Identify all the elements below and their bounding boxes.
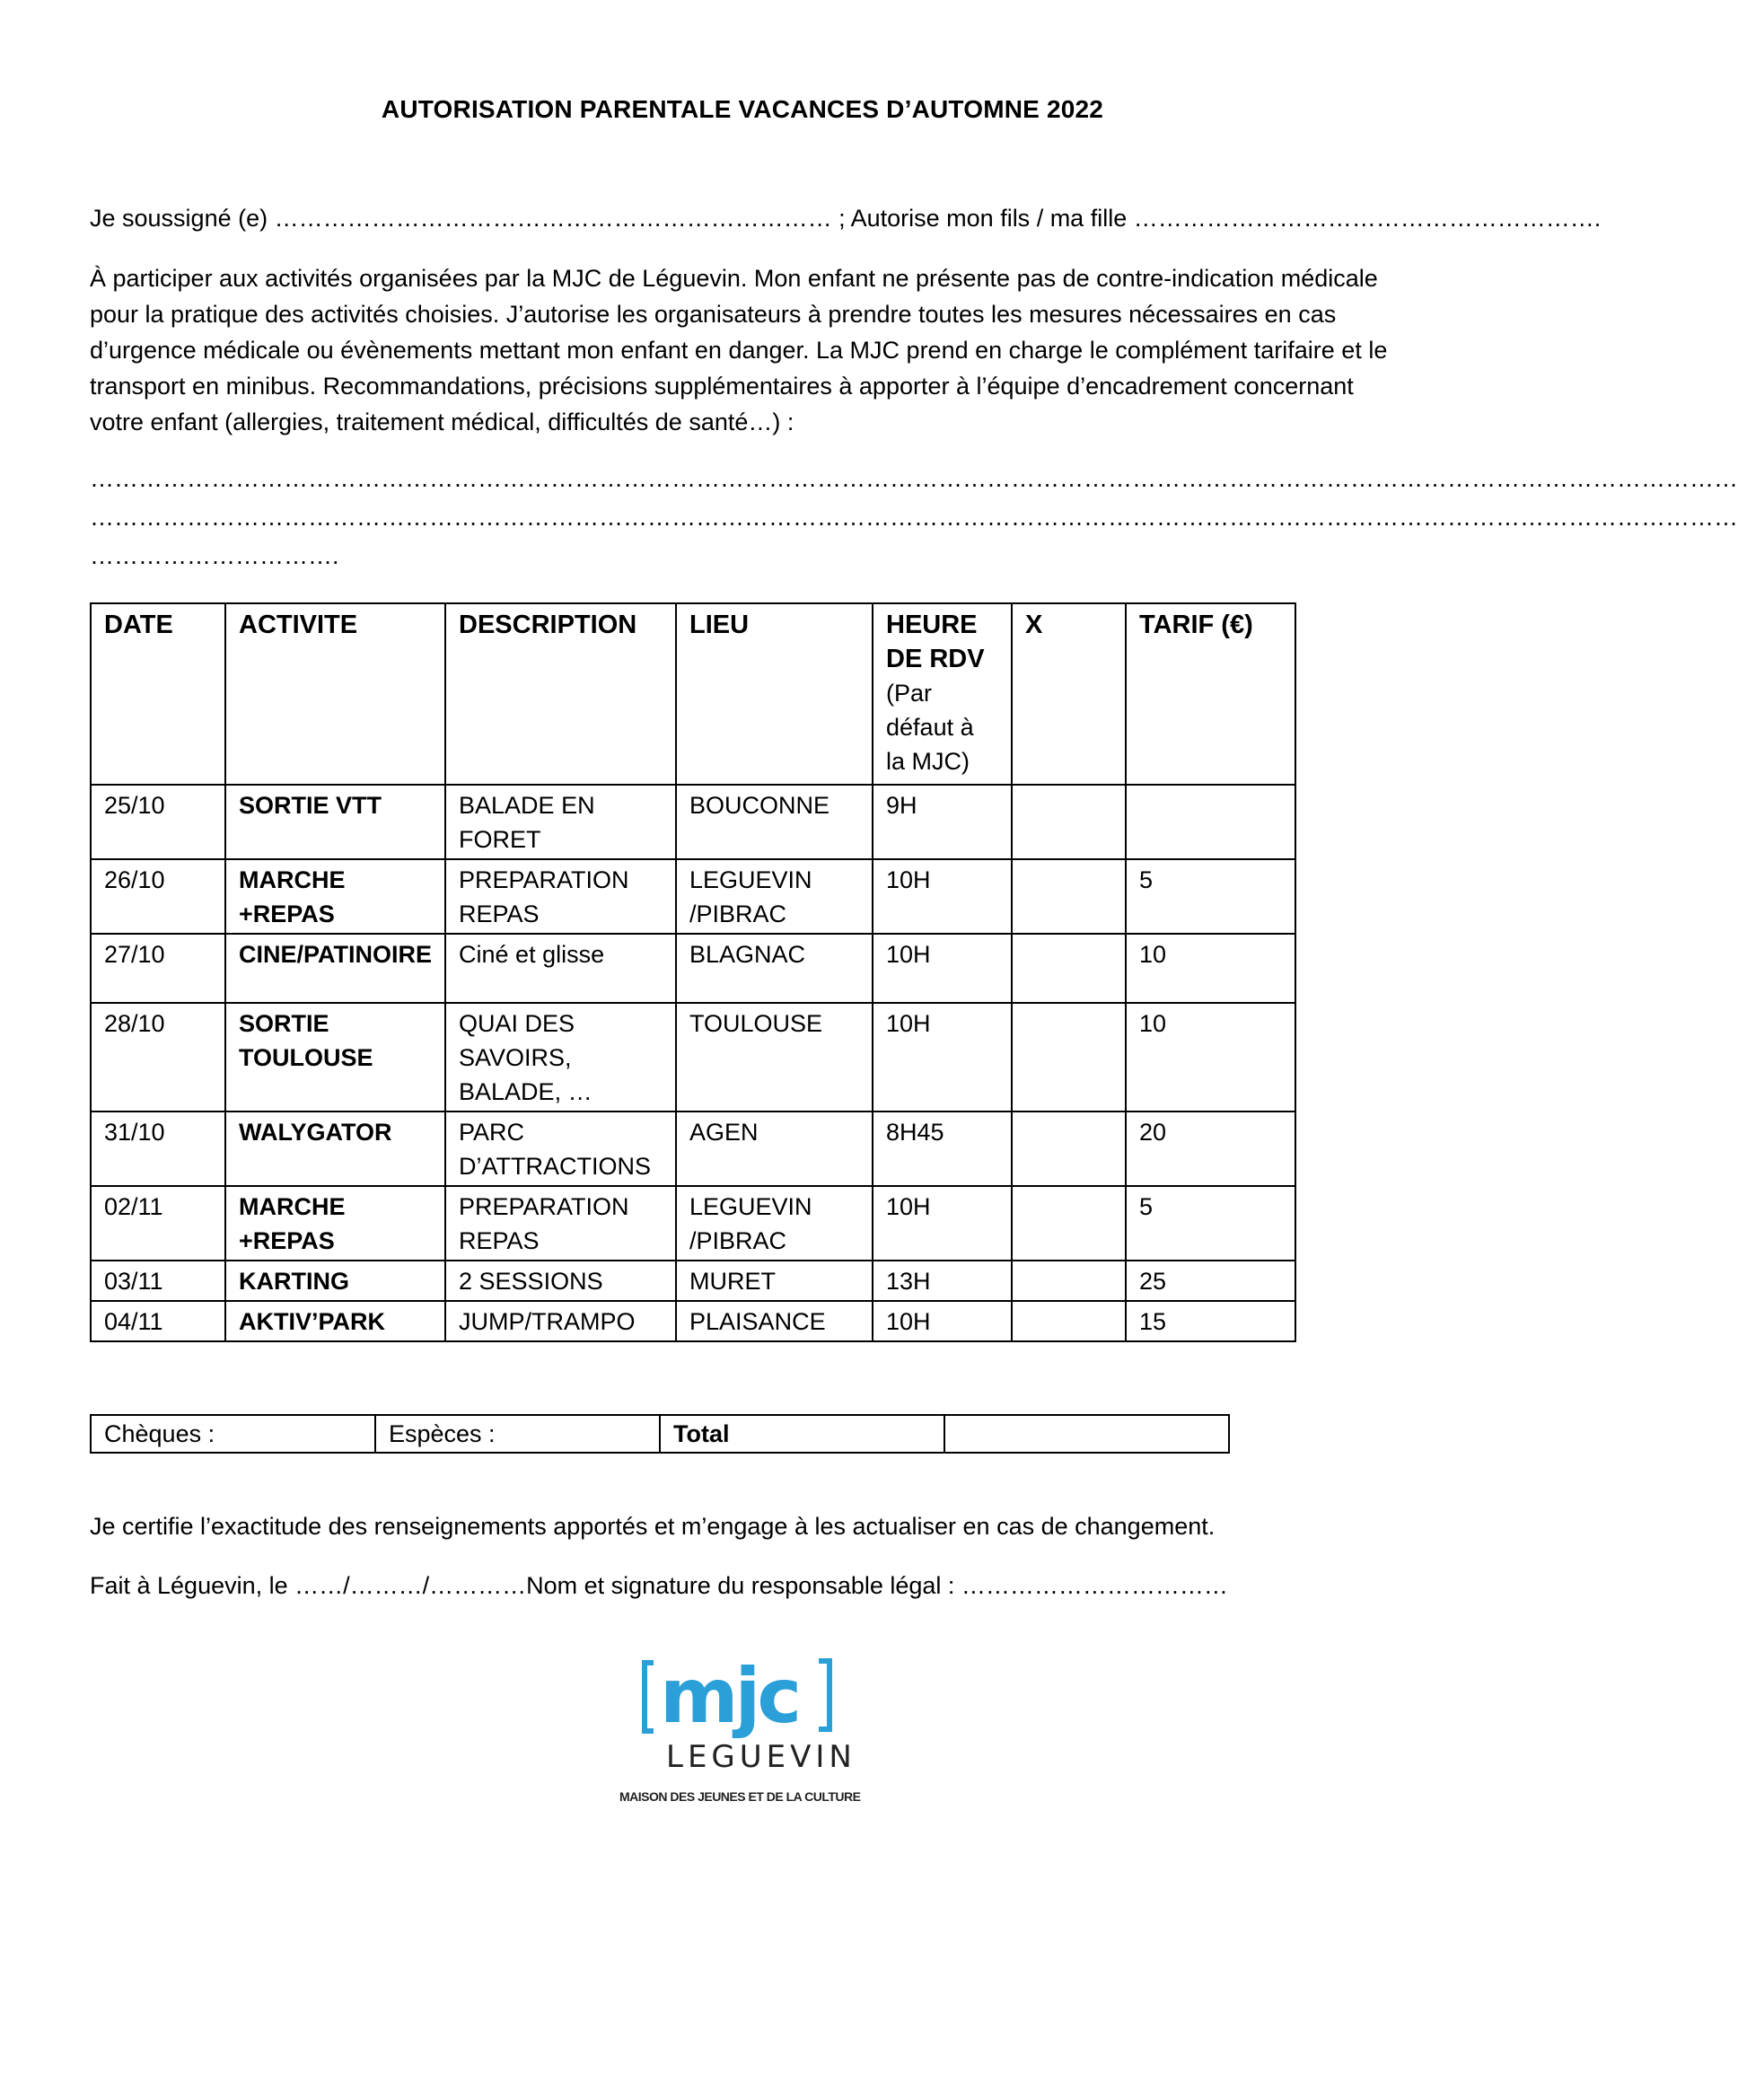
cell-activite: WALYGATOR [225, 1112, 445, 1186]
cell-description: 2 SESSIONS [445, 1261, 676, 1301]
cell-date: 02/11 [91, 1186, 225, 1261]
cell-activite: MARCHE +REPAS [225, 859, 445, 934]
cell-description: PREPARATION REPAS [445, 859, 676, 934]
cell-date: 04/11 [91, 1301, 225, 1341]
cell-heure: 13H [873, 1261, 1012, 1301]
signature-line: Fait à Léguevin, le ……/………/…………Nom et signature du responsable légal : …………………………… [90, 1572, 1228, 1599]
header-description: DESCRIPTION [445, 603, 676, 785]
cell-tarif: 20 [1126, 1112, 1295, 1186]
authorization-paragraph: À participer aux activités organisées par la MJC de Léguevin. Mon enfant ne présente pas de contre-indication médicale pour la pratique des activités choisies. J’autorise les organisateurs à prendre toutes les mesures nécessaires en cas d’urgence médicale ou évènements mettant mon enfant en danger. La MJC prend en charge le complément tarifaire et le transport en minibus. Recommandations, précisions supplémentaires à apporter à l’équipe d’encadrement concernant votre enfant (allergies, traitement médical, difficultés de santé…) : [90, 265, 1388, 435]
cell-tarif: 5 [1126, 1186, 1295, 1261]
svg-text:mjc: mjc [660, 1652, 799, 1740]
cell-heure: 10H [873, 1186, 1012, 1261]
cell-date: 27/10 [91, 934, 225, 1003]
certify-statement: Je certifie l’exactitude des renseignements apportés et m’engage à les actualiser en cas de changement. [90, 1513, 1216, 1540]
svg-text:LEGUEVIN: LEGUEVIN [666, 1739, 856, 1775]
cell-tarif [1126, 785, 1295, 859]
table-row [91, 934, 1295, 1003]
cell-lieu: BOUCONNE [676, 785, 873, 859]
cell-description: PREPARATION REPAS [445, 1186, 676, 1261]
cell-activite: CINE/PATINOIRE [225, 934, 445, 1003]
logo-left-bracket [645, 1663, 654, 1731]
cell-lieu: LEGUEVIN /PIBRAC [676, 859, 873, 934]
cell-lieu: PLAISANCE [676, 1301, 873, 1341]
soussigne-line: Je soussigné (e) …………………………………………………………… ; Autorise mon fils / ma fille …………………………………………………. [90, 205, 1602, 232]
cell-date: 25/10 [91, 785, 225, 859]
cell-description: PARC D’ATTRACTIONS [445, 1112, 676, 1186]
page-title: AUTORISATION PARENTALE VACANCES D’AUTOMNE 2022 [381, 95, 1104, 123]
cell-heure: 10H [873, 1003, 1012, 1112]
recommendations-dots-1: …………………………………………………………………………………………………………………………………………………………………………………… [90, 465, 1738, 492]
cell-tarif: 10 [1126, 934, 1295, 1003]
cell-lieu: LEGUEVIN /PIBRAC [676, 1186, 873, 1261]
cell-tarif: 25 [1126, 1261, 1295, 1301]
cell-heure: 10H [873, 1301, 1012, 1341]
cell-heure: 10H [873, 859, 1012, 934]
table-row [91, 785, 1295, 859]
cell-lieu: TOULOUSE [676, 1003, 873, 1112]
cell-description: QUAI DES SAVOIRS, BALADE, … [445, 1003, 676, 1112]
table-row [91, 1003, 1295, 1112]
especes-field[interactable]: Espèces : [375, 1415, 660, 1453]
table-row [91, 1301, 1295, 1341]
cell-activite: MARCHE +REPAS [225, 1186, 445, 1261]
table-row [91, 1112, 1295, 1186]
cell-description: Ciné et glisse [445, 934, 676, 1003]
total-value-field[interactable] [944, 1415, 1229, 1453]
cell-x-checkbox[interactable] [1012, 859, 1126, 934]
cell-activite: SORTIE VTT [225, 785, 445, 859]
cell-activite: KARTING [225, 1261, 445, 1301]
svg-text:MAISON DES JEUNES ET DE LA CUL: MAISON DES JEUNES ET DE LA CULTURE [619, 1789, 861, 1804]
cell-lieu: AGEN [676, 1112, 873, 1186]
cell-description: BALADE EN FORET [445, 785, 676, 859]
cell-description: JUMP/TRAMPO [445, 1301, 676, 1341]
cheques-field[interactable]: Chèques : [91, 1415, 375, 1453]
cell-activite: AKTIV’PARK [225, 1301, 445, 1341]
header-heure-note: (Par défaut à la MJC) [886, 680, 974, 775]
table-header-row [91, 603, 1295, 785]
header-heure [873, 603, 1012, 785]
table-row [91, 1261, 1295, 1301]
mjc-logo-graphic [610, 1652, 880, 1823]
cell-x-checkbox[interactable] [1012, 785, 1126, 859]
cell-tarif: 5 [1126, 859, 1295, 934]
payment-row [91, 1415, 1229, 1453]
cell-heure: 9H [873, 785, 1012, 859]
cell-x-checkbox[interactable] [1012, 1301, 1126, 1341]
cell-lieu: MURET [676, 1261, 873, 1301]
table-row [91, 1186, 1295, 1261]
cell-x-checkbox[interactable] [1012, 934, 1126, 1003]
cell-heure: 10H [873, 934, 1012, 1003]
table-row [91, 859, 1295, 934]
cell-tarif: 15 [1126, 1301, 1295, 1341]
header-lieu: LIEU [676, 603, 873, 785]
header-activite: ACTIVITE [225, 603, 445, 785]
cell-date: 28/10 [91, 1003, 225, 1112]
activities-table [90, 602, 1296, 1342]
cell-date: 26/10 [91, 859, 225, 934]
cell-activite: SORTIE TOULOUSE [225, 1003, 445, 1112]
cell-date: 03/11 [91, 1261, 225, 1301]
cell-tarif: 10 [1126, 1003, 1295, 1112]
logo-right-bracket [819, 1661, 830, 1729]
payment-table [90, 1414, 1230, 1454]
cell-x-checkbox[interactable] [1012, 1261, 1126, 1301]
cell-x-checkbox[interactable] [1012, 1112, 1126, 1186]
recommendations-dots-2: …………………………………………………………………………………………………………………………………………………………………………………… [90, 504, 1738, 531]
total-label: Total [660, 1415, 944, 1453]
cell-heure: 8H45 [873, 1112, 1012, 1186]
cell-lieu: BLAGNAC [676, 934, 873, 1003]
cell-date: 31/10 [91, 1112, 225, 1186]
header-x: X [1012, 603, 1126, 785]
header-tarif: TARIF (€) [1126, 603, 1295, 785]
mjc-logo [610, 1652, 880, 1823]
header-date: DATE [91, 603, 225, 785]
recommendations-dots-3: …………………………. [90, 542, 339, 569]
header-heure-label: HEURE DE RDV [886, 611, 985, 673]
cell-x-checkbox[interactable] [1012, 1186, 1126, 1261]
cell-x-checkbox[interactable] [1012, 1003, 1126, 1112]
